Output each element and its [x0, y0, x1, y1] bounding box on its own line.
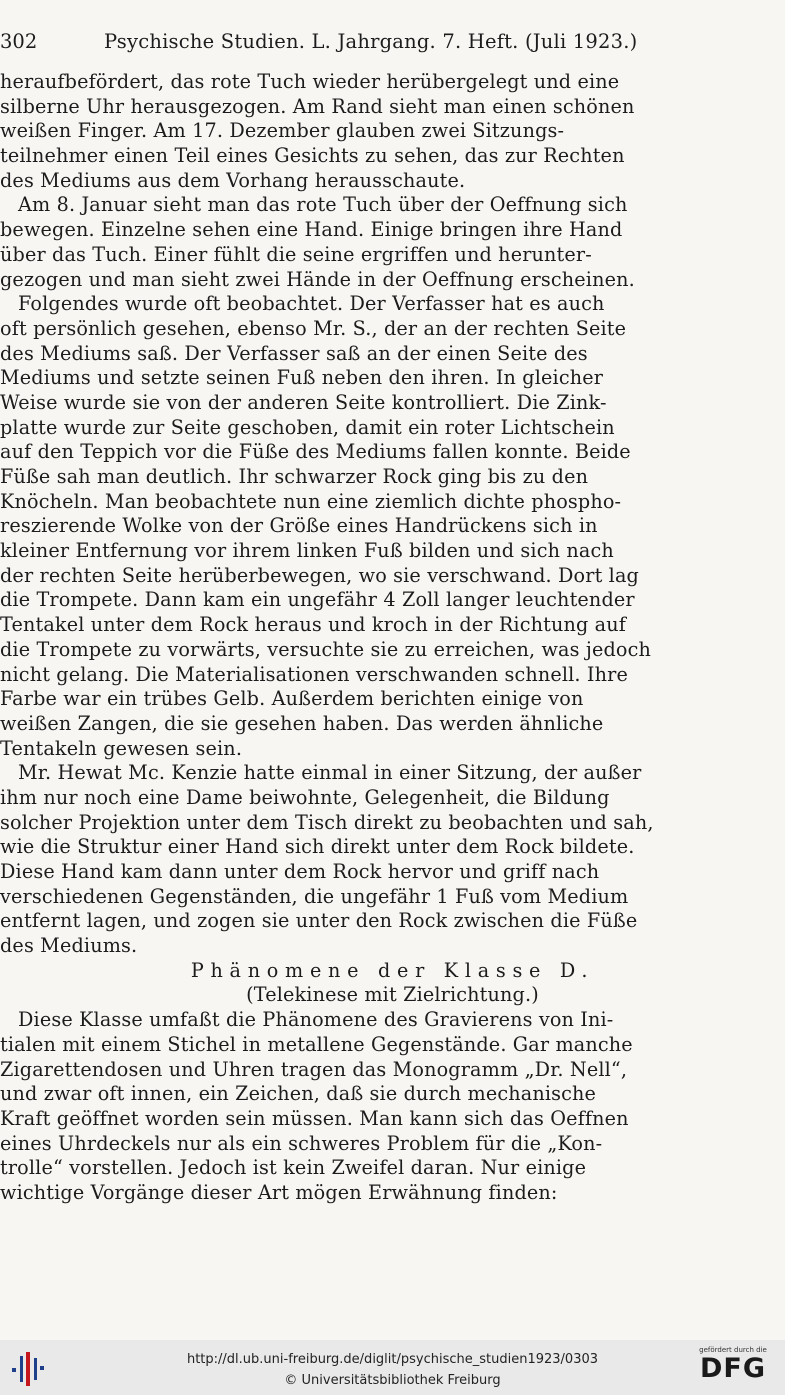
- text-line: solcher Projektion unter dem Tisch direkt zu beobachten und sah,: [0, 810, 654, 834]
- text-line: Mr. Hewat Mc. Kenzie hatte einmal in einer Sitzung, der außer: [18, 761, 642, 785]
- text-line: silberne Uhr herausgezogen. Am Rand sieht man einen schönen: [0, 94, 635, 118]
- text-line: die Trompete zu vorwärts, versuchte sie zu erreichen, was jedoch: [0, 637, 652, 661]
- text-line: der rechten Seite herüberbewegen, wo sie verschwand. Dort lag: [0, 563, 639, 587]
- text-line: entfernt lagen, und zogen sie unter den Rock zwischen die Füße: [0, 909, 638, 933]
- text-line: des Mediums saß. Der Verfasser saß an der einen Seite des: [0, 341, 588, 365]
- text-line: weißen Zangen, die sie gesehen haben. Das werden ähnliche: [0, 711, 604, 735]
- footer-bar: [0, 1340, 785, 1395]
- dfg-tagline: gefördert durch die: [699, 1346, 767, 1354]
- text-line: Füße sah man deutlich. Ihr schwarzer Rock ging bis zu den: [0, 465, 589, 488]
- text-line: tialen mit einem Stichel in metallene Gegenstände. Gar manche: [0, 1032, 633, 1056]
- text-line: die Trompete. Dann kam ein ungefähr 4 Zoll langer leuchtender: [0, 588, 635, 612]
- text-line: kleiner Entfernung vor ihrem linken Fuß bilden und sich nach: [0, 539, 614, 563]
- text-line: Am 8. Januar sieht man das rote Tuch über der Oeffnung sich: [18, 193, 628, 217]
- text-line: Tentakeln gewesen sein.: [0, 736, 243, 760]
- body-text: [0, 70, 785, 1206]
- text-line: wichtige Vorgänge dieser Art mögen Erwähnung finden:: [0, 1180, 558, 1204]
- text-line: reszierende Wolke von der Größe eines Handrückens sich in: [0, 514, 598, 538]
- running-title: Psychische Studien. L. Jahrgang. 7. Heft. (Juli 1923.): [104, 30, 638, 53]
- dfg-logo: [691, 1346, 775, 1390]
- text-line: heraufbefördert, das rote Tuch wieder herübergelegt und eine: [0, 70, 620, 93]
- page-header: [0, 30, 785, 60]
- copyright-text: © Universitätsbibliothek Freiburg: [284, 1373, 501, 1388]
- section-heading: Phänomene der Klasse D.: [190, 958, 595, 982]
- text-line: Zigarettendosen und Uhren tragen das Monogramm „Dr. Nell“,: [0, 1057, 628, 1081]
- text-line: Folgendes wurde oft beobachtet. Der Verfasser hat es auch: [18, 292, 605, 316]
- text-line: wie die Struktur einer Hand sich direkt unter dem Rock bildete.: [0, 835, 635, 859]
- dfg-logo-text: DFG: [699, 1353, 767, 1384]
- text-line: Diese Hand kam dann unter dem Rock hervor und griff nach: [0, 860, 600, 883]
- text-line: eines Uhrdeckels nur als ein schweres Problem für die „Kon-: [0, 1131, 603, 1155]
- text-line: gezogen und man sieht zwei Hände in der Oeffnung erscheinen.: [0, 267, 635, 291]
- text-line: Tentakel unter dem Rock heraus und kroch in der Richtung auf: [0, 613, 627, 637]
- page-number: 302: [0, 30, 38, 53]
- section-subheading: (Telekinese mit Zielrichtung.): [246, 983, 539, 1007]
- text-line: des Mediums aus dem Vorhang herausschaute.: [0, 168, 466, 192]
- text-line: Knöcheln. Man beobachtete nun eine ziemlich dichte phospho-: [0, 489, 622, 513]
- text-line: Farbe war ein trübes Gelb. Außerdem berichten einige von: [0, 687, 584, 711]
- text-line: nicht gelang. Die Materialisationen verschwanden schnell. Ihre: [0, 662, 628, 686]
- text-line: platte wurde zur Seite geschoben, damit ein roter Lichtschein: [0, 415, 615, 439]
- text-line: des Mediums.: [0, 934, 138, 958]
- text-line: auf den Teppich vor die Füße des Mediums fallen konnte. Beide: [0, 440, 631, 464]
- text-line: weißen Finger. Am 17. Dezember glauben zwei Sitzungs-: [0, 119, 565, 143]
- text-line: verschiedenen Gegenständen, die ungefähr 1 Fuß vom Medium: [0, 884, 629, 908]
- text-line: ihm nur noch eine Dame beiwohnte, Gelegenheit, die Bildung: [0, 785, 610, 809]
- text-line: oft persönlich gesehen, ebenso Mr. S., der an der rechten Seite: [0, 316, 627, 340]
- text-line: Mediums und setzte seinen Fuß neben den ihren. In gleicher: [0, 366, 604, 390]
- text-line: Weise wurde sie von der anderen Seite kontrolliert. Die Zink-: [0, 390, 607, 414]
- text-line: und zwar oft innen, ein Zeichen, daß sie durch mechanische: [0, 1082, 597, 1106]
- text-line: bewegen. Einzelne sehen eine Hand. Einige bringen ihre Hand: [0, 218, 623, 242]
- text-line: Diese Klasse umfaßt die Phänomene des Gravierens von Ini-: [18, 1008, 614, 1032]
- text-line: teilnehmer einen Teil eines Gesichts zu sehen, das zur Rechten: [0, 144, 625, 168]
- text-line: trolle“ vorstellen. Jedoch ist kein Zweifel daran. Nur einige: [0, 1156, 587, 1180]
- text-line: Kraft geöffnet worden sein müssen. Man kann sich das Oeffnen: [0, 1106, 629, 1130]
- source-url-link[interactable]: http://dl.ub.uni-freiburg.de/diglit/psychische_studien1923/0303: [186, 1352, 599, 1367]
- text-line: über das Tuch. Einer fühlt die seine ergriffen und herunter-: [0, 242, 592, 266]
